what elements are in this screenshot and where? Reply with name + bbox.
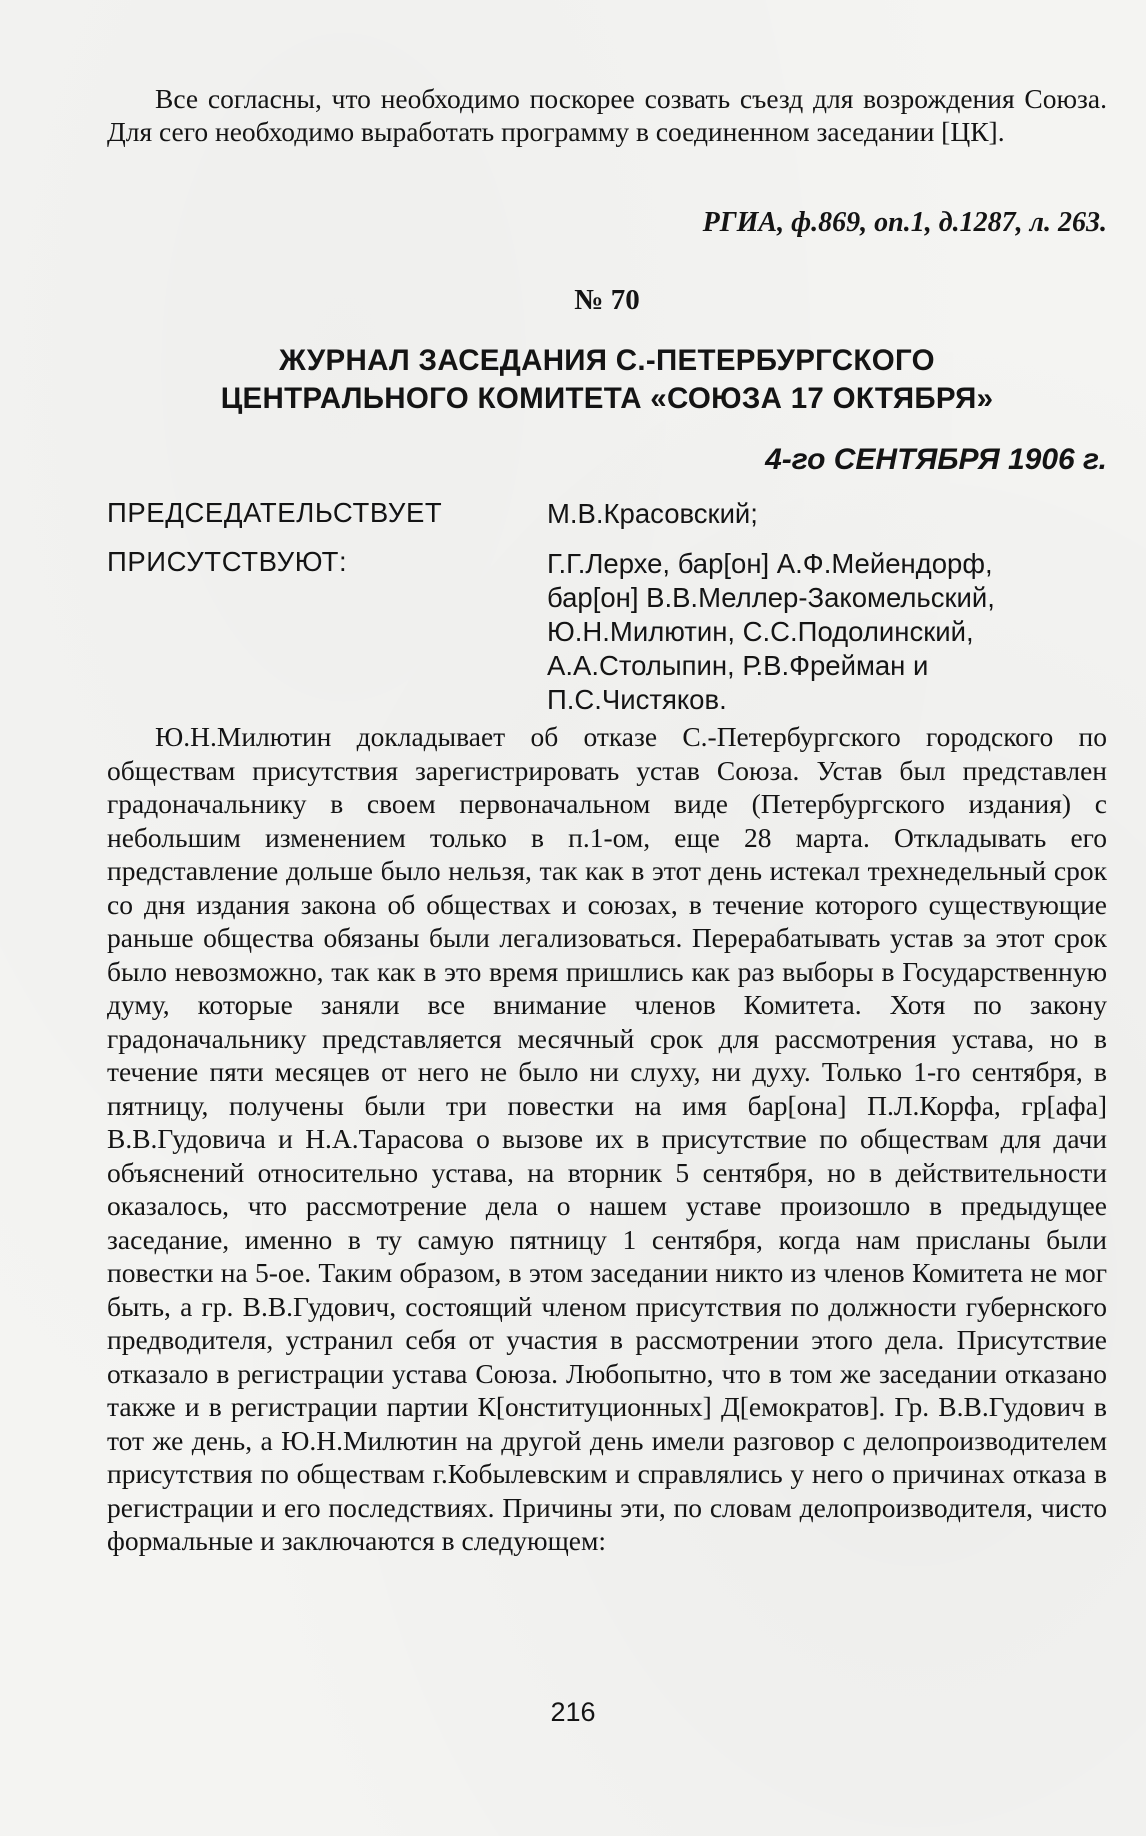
page-number: 216 [550,1697,596,1727]
document-number: № 70 [574,284,640,316]
document-date: 4-го СЕНТЯБРЯ 1906 г. [765,443,1107,476]
document-title-line-2: ЦЕНТРАЛЬНОГО КОМИТЕТА «СОЮЗА 17 ОКТЯБРЯ» [220,382,994,415]
present-names-line: А.А.Столыпин, Р.В.Фрейман и [547,650,929,681]
present-names-line: П.С.Чистяков. [547,684,727,715]
chair-name: М.В.Красовский; [547,498,758,529]
source-citation: РГИА, ф.869, оп.1, д.1287, л. 263. [702,207,1107,238]
body-paragraph-block [107,720,1107,1558]
document-title-line-1: ЖУРНАЛ ЗАСЕДАНИЯ С.-ПЕТЕРБУРГСКОГО [279,344,935,377]
present-label: ПРИСУТСТВУЮТ: [107,546,348,577]
present-names-line: Ю.Н.Милютин, С.С.Подолинский, [547,616,974,647]
intro-paragraph-block [107,82,1107,148]
present-names-line: Г.Г.Лерхе, бар[он] А.Ф.Мейендорф, [547,548,993,579]
present-names-list [547,547,995,717]
body-paragraph: Ю.Н.Милютин докладывает об отказе С.-Петербургского городского по обществам присутствия зарегистрировать устав Союза. Устав был представлен градоначальнику в своем первоначальном виде (Петербургского издания) с небольшим изменением только в п.1-ом, еще 28 марта. Откладывать его представление дольше было нельзя, так как в этот день истекал трехнедельный срок со дня издания закона об обществах и союзах, в течение которого существующие раньше общества обязаны были легализоваться. Перерабатывать устав за этот срок было невозможно, так как в это время пришлись как раз выборы в Государственную думу, которые заняли все внимание членов Комитета. Хотя по закону градоначальнику представляется месячный срок для рассмотрения устава, но в течение пяти месяцев от него не было ни слуху, ни духу. Только 1-го сентября, в пятницу, получены были три повестки на имя бар[она] П.Л.Корфа, гр[афа] В.В.Гудовича и Н.А.Тарасова о вызове их в присутствие по обществам для дачи объяснений относительно устава, на вторник 5 сентября, но в действительности оказалось, что рассмотрение дела о нашем уставе произошло в предыдущее заседание, именно в ту самую пятницу 1 сентября, когда нам присланы были повестки на 5-ое. Таким образом, в этом заседании никто из членов Комитета не мог быть, а гр. В.В.Гудович, состоящий членом присутствия по должности губернского предводителя, устранил себя от участия в рассмотрении этого дела. Присутствие отказало в регистрации устава Союза. Любопытно, что в том же заседании отказано также и в регистрации партии К[онституционных] Д[емократов]. Гр. В.В.Гудович в тот же день, а Ю.Н.Милютин на другой день имели разговор с делопроизводителем присутствия по обществам г.Кобылевским и справлялись у него о причинах отказа в регистрации и его последствиях. Причины эти, по словам делопроизводителя, чисто формальные и заключаются в следующем: [107,721,1107,1556]
present-names-line: бар[он] В.В.Меллер-Закомельский, [547,582,995,613]
document-title [107,342,1107,418]
intro-paragraph: Все согласны, что необходимо поскорее созвать съезд для возрождения Союза. Для сего необходимо выработать программу в соединенном заседании [ЦК]. [107,83,1107,147]
chair-label: ПРЕДСЕДАТЕЛЬСТВУЕТ [107,497,443,528]
